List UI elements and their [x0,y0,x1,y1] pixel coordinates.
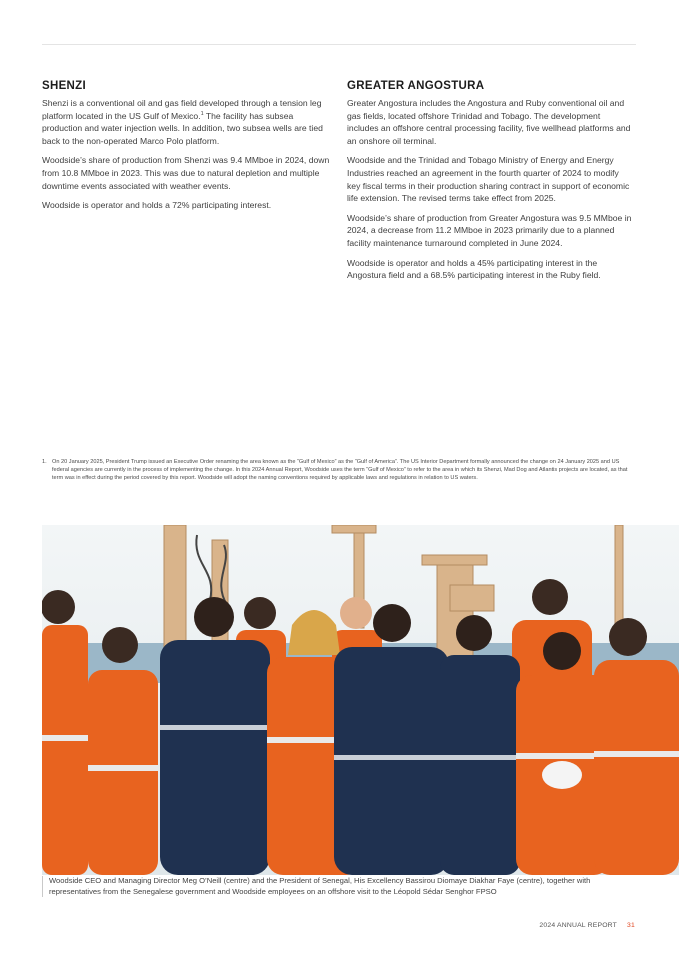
angostura-paragraph-2: Woodside and the Trinidad and Tobago Ministry of Energy and Energy Industries reached an agreement in the fourth quarter of 2024 to modify key fiscal terms in their production sharing contract in support of economic life extension. The revised terms take effect from 2025. [347,155,630,204]
angostura-paragraph-4: Woodside is operator and holds a 45% participating interest in the Angostura field and a 68.5% participating interest in the Ruby field. [347,257,601,281]
angostura-paragraph-1: Greater Angostura includes the Angostura and Ruby conventional oil and gas fields, located offshore Trinidad and Tobago. The development includes an offshore central processing facility, five wellhead platforms and an onshore oil terminal. [347,98,631,146]
shenzi-paragraph-2: Woodside’s share of production from Shenzi was 9.4 MMboe in 2024, down from 10.8 MMboe in 2023. This was due to natural depletion and multiple downtime events associated with weather events. [42,155,330,191]
shenzi-paragraph-1: Shenzi is a conventional oil and gas field developed through a tension leg platform located in the US Gulf of Mexico.$^1$ The facility has subsea production and water injection wells. In addition, two subsea wells are tied back to the non-operated Marco Polo platform. [42,98,323,146]
photo-caption: Woodside CEO and Managing Director Meg O’Neill (centre) and the President of Senegal, His Excellency Bassirou Diomaye Diakhar Faye (centre), together with representatives from the Senegalese government and Woodside employees on an offshore visit to the Léopold Sédar Senghor FPSO [42,876,643,897]
page-number: 31 [627,922,635,929]
group-photo [42,525,679,875]
greater-angostura-section [347,80,633,289]
angostura-paragraph-3: Woodside’s share of production from Greater Angostura was 9.5 MMboe in 2024, a decrease from 11.2 MMboe in 2023 primarily due to a planned facility maintenance turnaround completed in June 2024. [347,212,632,248]
footnote-ref[interactable]: 1 [200,110,204,117]
shenzi-section [42,80,332,219]
report-label: 2024 ANNUAL REPORT [539,922,618,929]
page-footer [539,922,635,929]
shenzi-paragraph-3: Woodside is operator and holds a 72% participating interest. [42,200,272,211]
top-divider [42,44,636,45]
footnote-number: 1. [42,459,47,465]
footnote [42,459,634,482]
footnote-text: On 20 January 2025, President Trump issued an Executive Order renaming the area known as the “Gulf of Mexico” as the “Gulf of America”. The US Interior Department formally announced the change on 24 January 2025 and US federal agencies are currently in the process of implementing the change. In this 2024 Annual Report, Woodside uses the term “Gulf of Mexico” to refer to the area in which its Shenzi, Mad Dog and Atlantis projects are located, as that term was in effect during the period covered by this report. Woodside will adopt the naming conventions required by applicable laws and regulations in relation to US waters. [52,459,628,481]
shenzi-heading: SHENZI [42,80,86,92]
greater-angostura-heading: GREATER ANGOSTURA [347,80,485,92]
